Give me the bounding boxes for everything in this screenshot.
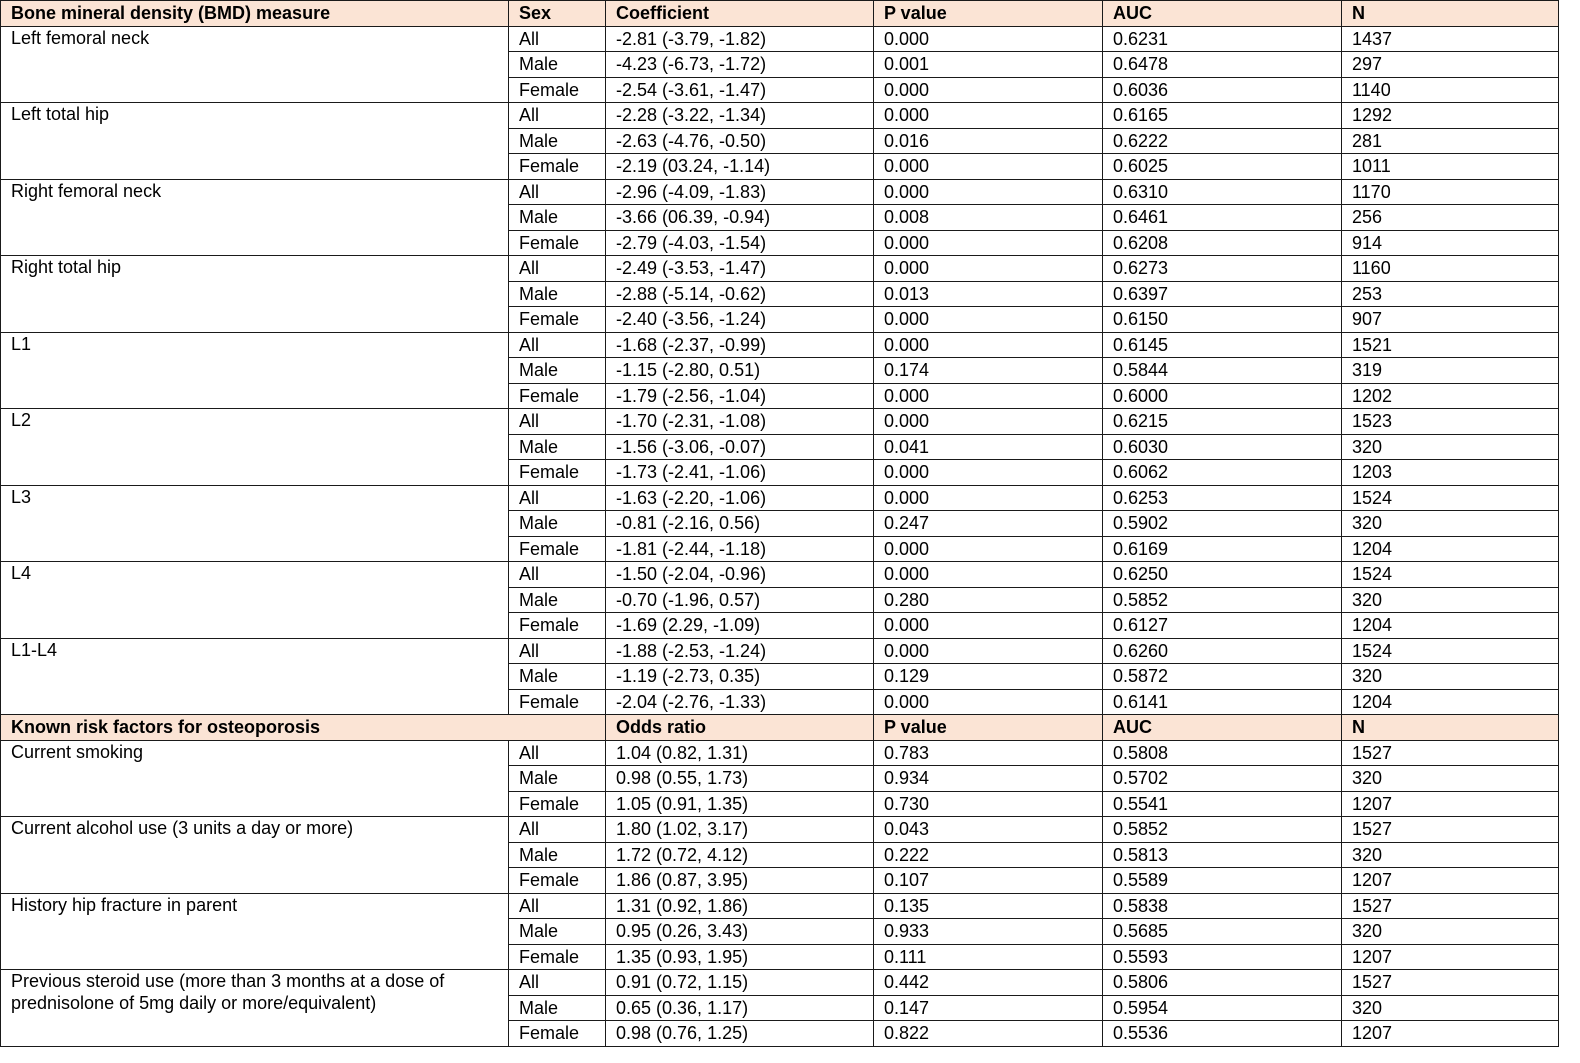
n-cell: 1207 (1342, 791, 1559, 817)
p-value-cell: 0.013 (874, 281, 1103, 307)
sex-cell: Female (509, 791, 606, 817)
measure-cell: Left total hip (1, 103, 509, 180)
measure-cell: L3 (1, 485, 509, 562)
p-value-cell: 0.107 (874, 868, 1103, 894)
coefficient-cell: -1.88 (-2.53, -1.24) (606, 638, 874, 664)
sex-cell: Male (509, 511, 606, 537)
p-value-cell: 0.247 (874, 511, 1103, 537)
header-auc: AUC (1103, 715, 1342, 741)
auc-cell: 0.6030 (1103, 434, 1342, 460)
coefficient-cell: -1.69 (2.29, -1.09) (606, 613, 874, 639)
coefficient-cell: 1.31 (0.92, 1.86) (606, 893, 874, 919)
p-value-cell: 0.000 (874, 638, 1103, 664)
auc-cell: 0.6000 (1103, 383, 1342, 409)
n-cell: 256 (1342, 205, 1559, 231)
p-value-cell: 0.442 (874, 970, 1103, 996)
p-value-cell: 0.000 (874, 154, 1103, 180)
p-value-cell: 0.000 (874, 26, 1103, 52)
sex-cell: Female (509, 689, 606, 715)
sex-cell: Female (509, 307, 606, 333)
coefficient-cell: -2.49 (-3.53, -1.47) (606, 256, 874, 282)
table-header-row (1, 715, 1559, 741)
auc-cell: 0.6150 (1103, 307, 1342, 333)
coefficient-cell: -1.68 (-2.37, -0.99) (606, 332, 874, 358)
auc-cell: 0.6222 (1103, 128, 1342, 154)
sex-cell: Male (509, 664, 606, 690)
n-cell: 320 (1342, 511, 1559, 537)
p-value-cell: 0.043 (874, 817, 1103, 843)
sex-cell: Male (509, 995, 606, 1021)
auc-cell: 0.6253 (1103, 485, 1342, 511)
p-value-cell: 0.934 (874, 766, 1103, 792)
p-value-cell: 0.933 (874, 919, 1103, 945)
sex-cell: All (509, 256, 606, 282)
auc-cell: 0.5589 (1103, 868, 1342, 894)
sex-cell: All (509, 638, 606, 664)
n-cell: 297 (1342, 52, 1559, 78)
coefficient-cell: -1.15 (-2.80, 0.51) (606, 358, 874, 384)
auc-cell: 0.5902 (1103, 511, 1342, 537)
auc-cell: 0.5685 (1103, 919, 1342, 945)
n-cell: 320 (1342, 664, 1559, 690)
table-row (1, 332, 1559, 358)
n-cell: 1524 (1342, 485, 1559, 511)
auc-cell: 0.6025 (1103, 154, 1342, 180)
sex-cell: Female (509, 460, 606, 486)
p-value-cell: 0.174 (874, 358, 1103, 384)
auc-cell: 0.6169 (1103, 536, 1342, 562)
auc-cell: 0.6478 (1103, 52, 1342, 78)
table-row (1, 562, 1559, 588)
measure-cell: Right femoral neck (1, 179, 509, 256)
table-row (1, 817, 1559, 843)
p-value-cell: 0.001 (874, 52, 1103, 78)
n-cell: 320 (1342, 766, 1559, 792)
coefficient-cell: -2.40 (-3.56, -1.24) (606, 307, 874, 333)
coefficient-cell: 0.98 (0.76, 1.25) (606, 1021, 874, 1047)
n-cell: 1207 (1342, 944, 1559, 970)
measure-cell: Previous steroid use (more than 3 months at a dose of prednisolone of 5mg daily or more/equivalent) (1, 970, 509, 1047)
n-cell: 320 (1342, 995, 1559, 1021)
n-cell: 320 (1342, 842, 1559, 868)
sex-cell: Female (509, 230, 606, 256)
sex-cell: All (509, 26, 606, 52)
sex-cell: Male (509, 205, 606, 231)
coefficient-cell: 1.72 (0.72, 4.12) (606, 842, 874, 868)
p-value-cell: 0.000 (874, 409, 1103, 435)
sex-cell: Male (509, 842, 606, 868)
n-cell: 1521 (1342, 332, 1559, 358)
coefficient-cell: 1.80 (1.02, 3.17) (606, 817, 874, 843)
n-cell: 1524 (1342, 562, 1559, 588)
p-value-cell: 0.129 (874, 664, 1103, 690)
measure-cell: Right total hip (1, 256, 509, 333)
table-header-row (1, 1, 1559, 27)
n-cell: 320 (1342, 434, 1559, 460)
n-cell: 1527 (1342, 817, 1559, 843)
auc-cell: 0.6215 (1103, 409, 1342, 435)
table-row (1, 893, 1559, 919)
n-cell: 1203 (1342, 460, 1559, 486)
measure-cell: L1-L4 (1, 638, 509, 715)
p-value-cell: 0.000 (874, 179, 1103, 205)
table-row (1, 409, 1559, 435)
measure-cell: History hip fracture in parent (1, 893, 509, 970)
sex-cell: Male (509, 281, 606, 307)
n-cell: 253 (1342, 281, 1559, 307)
auc-cell: 0.6461 (1103, 205, 1342, 231)
sex-cell: All (509, 562, 606, 588)
sex-cell: Male (509, 358, 606, 384)
coefficient-cell: -1.50 (-2.04, -0.96) (606, 562, 874, 588)
coefficient-cell: -2.04 (-2.76, -1.33) (606, 689, 874, 715)
n-cell: 914 (1342, 230, 1559, 256)
auc-cell: 0.6141 (1103, 689, 1342, 715)
auc-cell: 0.6250 (1103, 562, 1342, 588)
p-value-cell: 0.000 (874, 689, 1103, 715)
sex-cell: Female (509, 383, 606, 409)
table-row (1, 179, 1559, 205)
measure-cell: Left femoral neck (1, 26, 509, 103)
auc-cell: 0.5593 (1103, 944, 1342, 970)
n-cell: 1523 (1342, 409, 1559, 435)
p-value-cell: 0.000 (874, 613, 1103, 639)
auc-cell: 0.5536 (1103, 1021, 1342, 1047)
header-measure: Bone mineral density (BMD) measure (1, 1, 509, 27)
p-value-cell: 0.111 (874, 944, 1103, 970)
coefficient-cell: 1.05 (0.91, 1.35) (606, 791, 874, 817)
sex-cell: All (509, 485, 606, 511)
coefficient-cell: -0.81 (-2.16, 0.56) (606, 511, 874, 537)
auc-cell: 0.5808 (1103, 740, 1342, 766)
measure-cell: Current alcohol use (3 units a day or more) (1, 817, 509, 894)
sex-cell: Male (509, 128, 606, 154)
n-cell: 1207 (1342, 868, 1559, 894)
coefficient-cell: -1.81 (-2.44, -1.18) (606, 536, 874, 562)
table-row (1, 256, 1559, 282)
auc-cell: 0.5702 (1103, 766, 1342, 792)
coefficient-cell: -2.81 (-3.79, -1.82) (606, 26, 874, 52)
coefficient-cell: -1.79 (-2.56, -1.04) (606, 383, 874, 409)
p-value-cell: 0.147 (874, 995, 1103, 1021)
table-row (1, 638, 1559, 664)
auc-cell: 0.6145 (1103, 332, 1342, 358)
auc-cell: 0.5813 (1103, 842, 1342, 868)
auc-cell: 0.6231 (1103, 26, 1342, 52)
coefficient-cell: 1.35 (0.93, 1.95) (606, 944, 874, 970)
table-row (1, 485, 1559, 511)
p-value-cell: 0.000 (874, 485, 1103, 511)
header-coefficient: Coefficient (606, 1, 874, 27)
p-value-cell: 0.000 (874, 230, 1103, 256)
auc-cell: 0.6260 (1103, 638, 1342, 664)
n-cell: 1170 (1342, 179, 1559, 205)
n-cell: 1202 (1342, 383, 1559, 409)
table-row (1, 970, 1559, 996)
p-value-cell: 0.000 (874, 562, 1103, 588)
table-row (1, 103, 1559, 129)
coefficient-cell: 0.65 (0.36, 1.17) (606, 995, 874, 1021)
coefficient-cell: 0.91 (0.72, 1.15) (606, 970, 874, 996)
measure-cell: Current smoking (1, 740, 509, 817)
coefficient-cell: -1.70 (-2.31, -1.08) (606, 409, 874, 435)
sex-cell: Female (509, 154, 606, 180)
p-value-cell: 0.000 (874, 103, 1103, 129)
p-value-cell: 0.000 (874, 307, 1103, 333)
sex-cell: Female (509, 868, 606, 894)
p-value-cell: 0.000 (874, 332, 1103, 358)
sex-cell: All (509, 179, 606, 205)
header-risk-factor: Known risk factors for osteoporosis (1, 715, 606, 741)
auc-cell: 0.6208 (1103, 230, 1342, 256)
sex-cell: All (509, 409, 606, 435)
p-value-cell: 0.000 (874, 256, 1103, 282)
coefficient-cell: -2.28 (-3.22, -1.34) (606, 103, 874, 129)
auc-cell: 0.5541 (1103, 791, 1342, 817)
n-cell: 1011 (1342, 154, 1559, 180)
n-cell: 1204 (1342, 689, 1559, 715)
sex-cell: Male (509, 766, 606, 792)
auc-cell: 0.5852 (1103, 817, 1342, 843)
coefficient-cell: -1.63 (-2.20, -1.06) (606, 485, 874, 511)
p-value-cell: 0.822 (874, 1021, 1103, 1047)
coefficient-cell: -2.54 (-3.61, -1.47) (606, 77, 874, 103)
sex-cell: All (509, 740, 606, 766)
p-value-cell: 0.783 (874, 740, 1103, 766)
coefficient-cell: -2.19 (03.24, -1.14) (606, 154, 874, 180)
header-n: N (1342, 1, 1559, 27)
sex-cell: Male (509, 919, 606, 945)
coefficient-cell: -4.23 (-6.73, -1.72) (606, 52, 874, 78)
p-value-cell: 0.280 (874, 587, 1103, 613)
coefficient-cell: -1.56 (-3.06, -0.07) (606, 434, 874, 460)
coefficient-cell: 1.86 (0.87, 3.95) (606, 868, 874, 894)
n-cell: 1207 (1342, 1021, 1559, 1047)
n-cell: 320 (1342, 587, 1559, 613)
coefficient-cell: -2.96 (-4.09, -1.83) (606, 179, 874, 205)
n-cell: 281 (1342, 128, 1559, 154)
sex-cell: Female (509, 1021, 606, 1047)
coefficient-cell: -3.66 (06.39, -0.94) (606, 205, 874, 231)
p-value-cell: 0.730 (874, 791, 1103, 817)
n-cell: 1160 (1342, 256, 1559, 282)
sex-cell: Male (509, 434, 606, 460)
sex-cell: All (509, 893, 606, 919)
table-row (1, 26, 1559, 52)
auc-cell: 0.5852 (1103, 587, 1342, 613)
coefficient-cell: 0.95 (0.26, 3.43) (606, 919, 874, 945)
auc-cell: 0.6397 (1103, 281, 1342, 307)
p-value-cell: 0.000 (874, 383, 1103, 409)
n-cell: 1204 (1342, 613, 1559, 639)
auc-cell: 0.5838 (1103, 893, 1342, 919)
n-cell: 1292 (1342, 103, 1559, 129)
coefficient-cell: 0.98 (0.55, 1.73) (606, 766, 874, 792)
p-value-cell: 0.016 (874, 128, 1103, 154)
auc-cell: 0.6062 (1103, 460, 1342, 486)
n-cell: 1437 (1342, 26, 1559, 52)
coefficient-cell: -2.88 (-5.14, -0.62) (606, 281, 874, 307)
header-sex: Sex (509, 1, 606, 27)
sex-cell: All (509, 817, 606, 843)
sex-cell: All (509, 103, 606, 129)
header-p-value: P value (874, 715, 1103, 741)
coefficient-cell: -2.79 (-4.03, -1.54) (606, 230, 874, 256)
header-n: N (1342, 715, 1559, 741)
p-value-cell: 0.000 (874, 460, 1103, 486)
p-value-cell: 0.041 (874, 434, 1103, 460)
sex-cell: Male (509, 587, 606, 613)
header-odds-ratio: Odds ratio (606, 715, 874, 741)
auc-cell: 0.5806 (1103, 970, 1342, 996)
coefficient-cell: -2.63 (-4.76, -0.50) (606, 128, 874, 154)
sex-cell: Male (509, 52, 606, 78)
auc-cell: 0.6036 (1103, 77, 1342, 103)
n-cell: 320 (1342, 919, 1559, 945)
auc-cell: 0.6310 (1103, 179, 1342, 205)
sex-cell: All (509, 332, 606, 358)
p-value-cell: 0.135 (874, 893, 1103, 919)
auc-cell: 0.6165 (1103, 103, 1342, 129)
auc-cell: 0.6127 (1103, 613, 1342, 639)
sex-cell: Female (509, 77, 606, 103)
sex-cell: Female (509, 536, 606, 562)
n-cell: 1524 (1342, 638, 1559, 664)
auc-cell: 0.5954 (1103, 995, 1342, 1021)
n-cell: 1527 (1342, 893, 1559, 919)
coefficient-cell: 1.04 (0.82, 1.31) (606, 740, 874, 766)
n-cell: 319 (1342, 358, 1559, 384)
sex-cell: Female (509, 944, 606, 970)
n-cell: 907 (1342, 307, 1559, 333)
n-cell: 1204 (1342, 536, 1559, 562)
auc-cell: 0.5872 (1103, 664, 1342, 690)
header-auc: AUC (1103, 1, 1342, 27)
coefficient-cell: -1.19 (-2.73, 0.35) (606, 664, 874, 690)
n-cell: 1527 (1342, 740, 1559, 766)
p-value-cell: 0.000 (874, 77, 1103, 103)
coefficient-cell: -1.73 (-2.41, -1.06) (606, 460, 874, 486)
sex-cell: Female (509, 613, 606, 639)
measure-cell: L4 (1, 562, 509, 639)
p-value-cell: 0.008 (874, 205, 1103, 231)
p-value-cell: 0.222 (874, 842, 1103, 868)
header-p-value: P value (874, 1, 1103, 27)
auc-cell: 0.6273 (1103, 256, 1342, 282)
sex-cell: All (509, 970, 606, 996)
measure-cell: L1 (1, 332, 509, 409)
p-value-cell: 0.000 (874, 536, 1103, 562)
n-cell: 1527 (1342, 970, 1559, 996)
coefficient-cell: -0.70 (-1.96, 0.57) (606, 587, 874, 613)
n-cell: 1140 (1342, 77, 1559, 103)
measure-cell: L2 (1, 409, 509, 486)
auc-cell: 0.5844 (1103, 358, 1342, 384)
table-row (1, 740, 1559, 766)
